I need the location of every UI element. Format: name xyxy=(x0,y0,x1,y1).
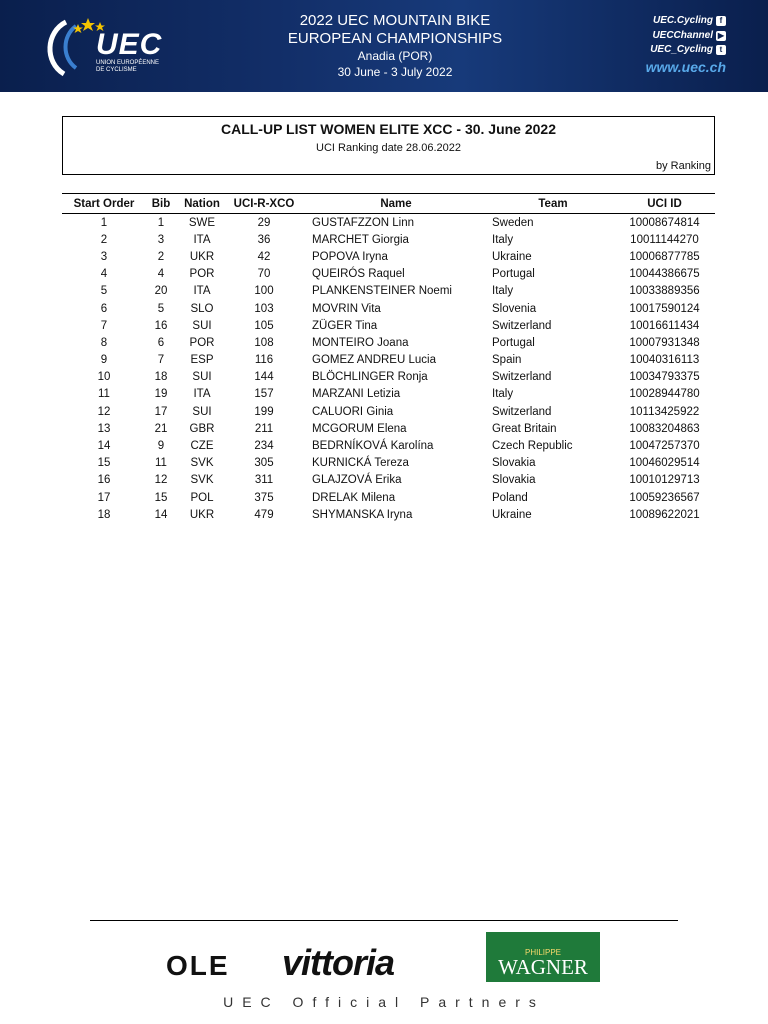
cell-uci-id: 10010129713 xyxy=(629,474,700,487)
cell-start-order: 7 xyxy=(100,319,108,332)
cell-bib: 3 xyxy=(157,233,165,246)
cell-nation: POR xyxy=(189,268,215,281)
cell-bib: 9 xyxy=(157,440,165,453)
cell-nation: SVK xyxy=(190,457,214,470)
cell-team: Sweden xyxy=(492,216,534,229)
cell-uci-ranking: 42 xyxy=(257,250,271,263)
cell-name: SHYMANSKA Iryna xyxy=(312,508,413,521)
table-row xyxy=(62,489,715,506)
cell-uci-id: 10046029514 xyxy=(629,457,700,470)
cell-uci-id: 10008674814 xyxy=(629,216,700,229)
table-row xyxy=(62,300,715,317)
cell-uci-id: 10047257370 xyxy=(629,440,700,453)
cell-start-order: 12 xyxy=(97,405,111,418)
table-row xyxy=(62,317,715,334)
twitter-icon: t xyxy=(716,45,726,55)
cell-uci-id: 10028944780 xyxy=(629,388,700,401)
cell-team: Portugal xyxy=(492,268,535,281)
call-up-table xyxy=(62,193,715,523)
cell-bib: 12 xyxy=(154,474,168,487)
event-title-line2: EUROPEAN CHAMPIONSHIPS xyxy=(287,30,503,47)
cell-name: QUEIRÓS Raquel xyxy=(312,268,405,281)
cell-team: Poland xyxy=(492,491,528,504)
cell-uci-ranking: 116 xyxy=(254,354,274,367)
cell-name: MOVRIN Vita xyxy=(312,302,381,315)
cell-team: Switzerland xyxy=(492,371,552,384)
cell-team: Ukraine xyxy=(492,508,532,521)
cell-uci-id: 10033889356 xyxy=(629,285,700,298)
youtube-icon: ▶ xyxy=(717,30,725,40)
facebook-icon: f xyxy=(716,16,726,26)
table-header-row xyxy=(62,194,715,214)
cell-name: GUSTAFZZON Linn xyxy=(312,216,415,229)
cell-team: Slovenia xyxy=(492,302,537,315)
cell-bib: 5 xyxy=(157,302,165,315)
cell-name: MARZANI Letizia xyxy=(312,388,401,401)
cell-start-order: 6 xyxy=(100,302,108,315)
cell-uci-id: 10011144270 xyxy=(630,233,699,246)
cell-uci-ranking: 108 xyxy=(254,336,274,349)
cell-start-order: 18 xyxy=(97,508,111,521)
order-note: by Ranking xyxy=(655,160,711,172)
cell-team: Portugal xyxy=(492,336,535,349)
cell-nation: UKR xyxy=(189,250,215,263)
cell-nation: ESP xyxy=(190,354,214,367)
cell-team: Slovakia xyxy=(492,474,536,487)
cell-uci-id: 10034793375 xyxy=(629,371,700,384)
cell-nation: POL xyxy=(190,491,214,504)
cell-name: MONTEIRO Joana xyxy=(312,336,409,349)
table-row xyxy=(62,455,715,472)
cell-nation: ITA xyxy=(193,388,211,401)
cell-nation: ITA xyxy=(193,233,211,246)
cell-uci-id: 10113425922 xyxy=(629,405,700,418)
event-title-block xyxy=(250,12,540,80)
cell-uci-id: 10006877785 xyxy=(629,250,700,263)
cell-nation: SUI xyxy=(192,319,212,332)
cell-team: Great Britain xyxy=(492,422,557,435)
cell-uci-ranking: 199 xyxy=(254,405,274,418)
header-banner xyxy=(0,0,768,92)
document-title: CALL-UP LIST WOMEN ELITE XCC - 30. June 2022 xyxy=(220,121,556,137)
table-row xyxy=(62,352,715,369)
cell-uci-ranking: 311 xyxy=(254,474,274,487)
col-nation: Nation xyxy=(176,194,228,214)
cell-nation: GBR xyxy=(189,422,215,435)
cell-bib: 1 xyxy=(157,216,165,229)
cell-uci-id: 10016611434 xyxy=(629,319,700,332)
cell-name: ZÜGER Tina xyxy=(312,319,378,332)
cell-uci-ranking: 479 xyxy=(254,508,274,521)
cell-nation: SLO xyxy=(190,302,214,315)
cell-name: KURNICKÁ Tereza xyxy=(312,457,409,470)
website-link[interactable]: www.uec.ch xyxy=(645,58,726,75)
cell-name: MARCHET Giorgia xyxy=(312,233,409,246)
cell-start-order: 3 xyxy=(100,250,108,263)
cell-uci-ranking: 36 xyxy=(257,233,271,246)
cell-nation: POR xyxy=(189,336,215,349)
wagner-logo-top: PHILIPPE xyxy=(524,948,561,957)
cell-nation: SVK xyxy=(190,474,214,487)
cell-bib: 17 xyxy=(154,405,168,418)
cell-start-order: 13 xyxy=(97,422,111,435)
event-dates: 30 June - 3 July 2022 xyxy=(337,65,453,79)
cell-start-order: 14 xyxy=(97,440,111,453)
footer-divider xyxy=(90,920,678,921)
cell-uci-ranking: 157 xyxy=(254,388,274,401)
cell-team: Italy xyxy=(492,285,514,298)
ranking-date: UCI Ranking date 28.06.2022 xyxy=(316,142,461,154)
cell-bib: 2 xyxy=(157,250,165,263)
cell-bib: 20 xyxy=(154,285,168,298)
cell-name: POPOVA Iryna xyxy=(312,250,388,263)
cell-uci-id: 10017590124 xyxy=(629,302,700,315)
cell-bib: 11 xyxy=(155,457,167,470)
social-twitter[interactable]: UEC_Cycling t xyxy=(646,43,726,58)
cell-uci-ranking: 29 xyxy=(257,216,271,229)
table-row xyxy=(62,248,715,265)
table-row xyxy=(62,437,715,454)
cell-name: GLAJZOVÁ Erika xyxy=(312,474,402,487)
cell-uci-ranking: 305 xyxy=(254,457,274,470)
cell-start-order: 17 xyxy=(97,491,111,504)
table-row xyxy=(62,420,715,437)
cell-bib: 18 xyxy=(154,371,168,384)
cell-team: Italy xyxy=(492,233,514,246)
cell-name: MCGORUM Elena xyxy=(312,422,407,435)
cell-team: Spain xyxy=(492,354,522,367)
cell-uci-ranking: 144 xyxy=(254,371,274,384)
cell-uci-ranking: 105 xyxy=(254,319,274,332)
cell-start-order: 16 xyxy=(97,474,111,487)
cell-start-order: 5 xyxy=(100,285,108,298)
cell-name: DRELAK Milena xyxy=(312,491,396,504)
table-row xyxy=(62,283,715,300)
cell-team: Italy xyxy=(492,388,514,401)
table-row xyxy=(62,386,715,403)
cell-name: BEDRNÍKOVÁ Karolína xyxy=(312,440,434,453)
cell-name: PLANKENSTEINER Noemi xyxy=(312,285,452,298)
col-bib: Bib xyxy=(146,194,176,214)
uec-logo-subtitle: UNION EUROPÉENNE DE CYCLISME xyxy=(96,60,160,73)
cell-start-order: 2 xyxy=(100,233,108,246)
cell-bib: 14 xyxy=(154,508,168,521)
cell-nation: SUI xyxy=(192,371,212,384)
table-row xyxy=(62,266,715,283)
cell-uci-ranking: 211 xyxy=(254,422,274,435)
cell-start-order: 11 xyxy=(98,388,110,401)
ole-logo: OLE xyxy=(166,950,230,981)
cell-start-order: 1 xyxy=(100,216,108,229)
cell-team: Switzerland xyxy=(492,319,552,332)
cell-bib: 19 xyxy=(154,388,168,401)
cell-start-order: 15 xyxy=(97,457,111,470)
uec-logo-text: UEC xyxy=(96,28,163,61)
partners-caption: UEC Official Partners xyxy=(223,994,545,1010)
table-row xyxy=(62,214,715,232)
table-row xyxy=(62,403,715,420)
cell-nation: SUI xyxy=(192,405,212,418)
cell-uci-id: 10083204863 xyxy=(629,422,700,435)
cell-bib: 6 xyxy=(157,336,165,349)
cell-bib: 7 xyxy=(157,354,165,367)
cell-team: Slovakia xyxy=(492,457,536,470)
col-uci-ranking: UCI-R-XCO xyxy=(228,194,300,214)
cell-uci-id: 10089622021 xyxy=(629,508,700,521)
cell-team: Czech Republic xyxy=(492,440,573,453)
cell-name: BLÖCHLINGER Ronja xyxy=(312,371,428,384)
title-box xyxy=(62,116,715,175)
cell-uci-ranking: 375 xyxy=(254,491,274,504)
cell-name: GOMEZ ANDREU Lucia xyxy=(312,354,436,367)
table-row xyxy=(62,506,715,523)
cell-bib: 16 xyxy=(154,319,168,332)
cell-start-order: 9 xyxy=(100,354,108,367)
wagner-logo-name: WAGNER xyxy=(498,955,588,979)
cell-uci-ranking: 103 xyxy=(254,302,274,315)
event-title-line1: 2022 UEC MOUNTAIN BIKE xyxy=(299,12,491,29)
sponsor-logos xyxy=(0,932,768,987)
cell-team: Switzerland xyxy=(492,405,552,418)
wagner-logo xyxy=(486,932,600,982)
table-row xyxy=(62,369,715,386)
cell-bib: 15 xyxy=(154,491,168,504)
cell-uci-id: 10040316113 xyxy=(629,354,700,367)
col-name: Name xyxy=(300,194,492,214)
vittoria-logo: vittoria xyxy=(282,942,395,983)
cell-uci-id: 10007931348 xyxy=(629,336,700,349)
event-venue: Anadia (POR) xyxy=(357,49,433,63)
cell-team: Ukraine xyxy=(492,250,532,263)
cell-nation: CZE xyxy=(190,440,214,453)
table-row xyxy=(62,334,715,351)
cell-uci-id: 10044386675 xyxy=(629,268,700,281)
cell-uci-ranking: 70 xyxy=(257,268,271,281)
social-links xyxy=(646,14,726,74)
social-facebook[interactable]: UEC.Cycling f xyxy=(646,14,726,29)
cell-nation: SWE xyxy=(188,216,216,229)
col-team: Team xyxy=(492,194,614,214)
table-row xyxy=(62,231,715,248)
social-youtube[interactable]: UECChannel ▶ xyxy=(652,29,725,41)
cell-start-order: 4 xyxy=(100,268,108,281)
cell-name: CALUORI Ginia xyxy=(312,405,394,418)
cell-nation: ITA xyxy=(193,285,211,298)
cell-start-order: 8 xyxy=(100,336,108,349)
cell-start-order: 10 xyxy=(97,371,111,384)
col-uci-id: UCI ID xyxy=(614,194,715,214)
cell-bib: 21 xyxy=(154,422,168,435)
cell-nation: UKR xyxy=(189,508,215,521)
cell-bib: 4 xyxy=(157,268,165,281)
cell-uci-id: 10059236567 xyxy=(629,491,700,504)
cell-uci-ranking: 234 xyxy=(254,440,274,453)
col-start-order: Start Order xyxy=(62,194,146,214)
table-row xyxy=(62,472,715,489)
cell-uci-ranking: 100 xyxy=(254,285,274,298)
